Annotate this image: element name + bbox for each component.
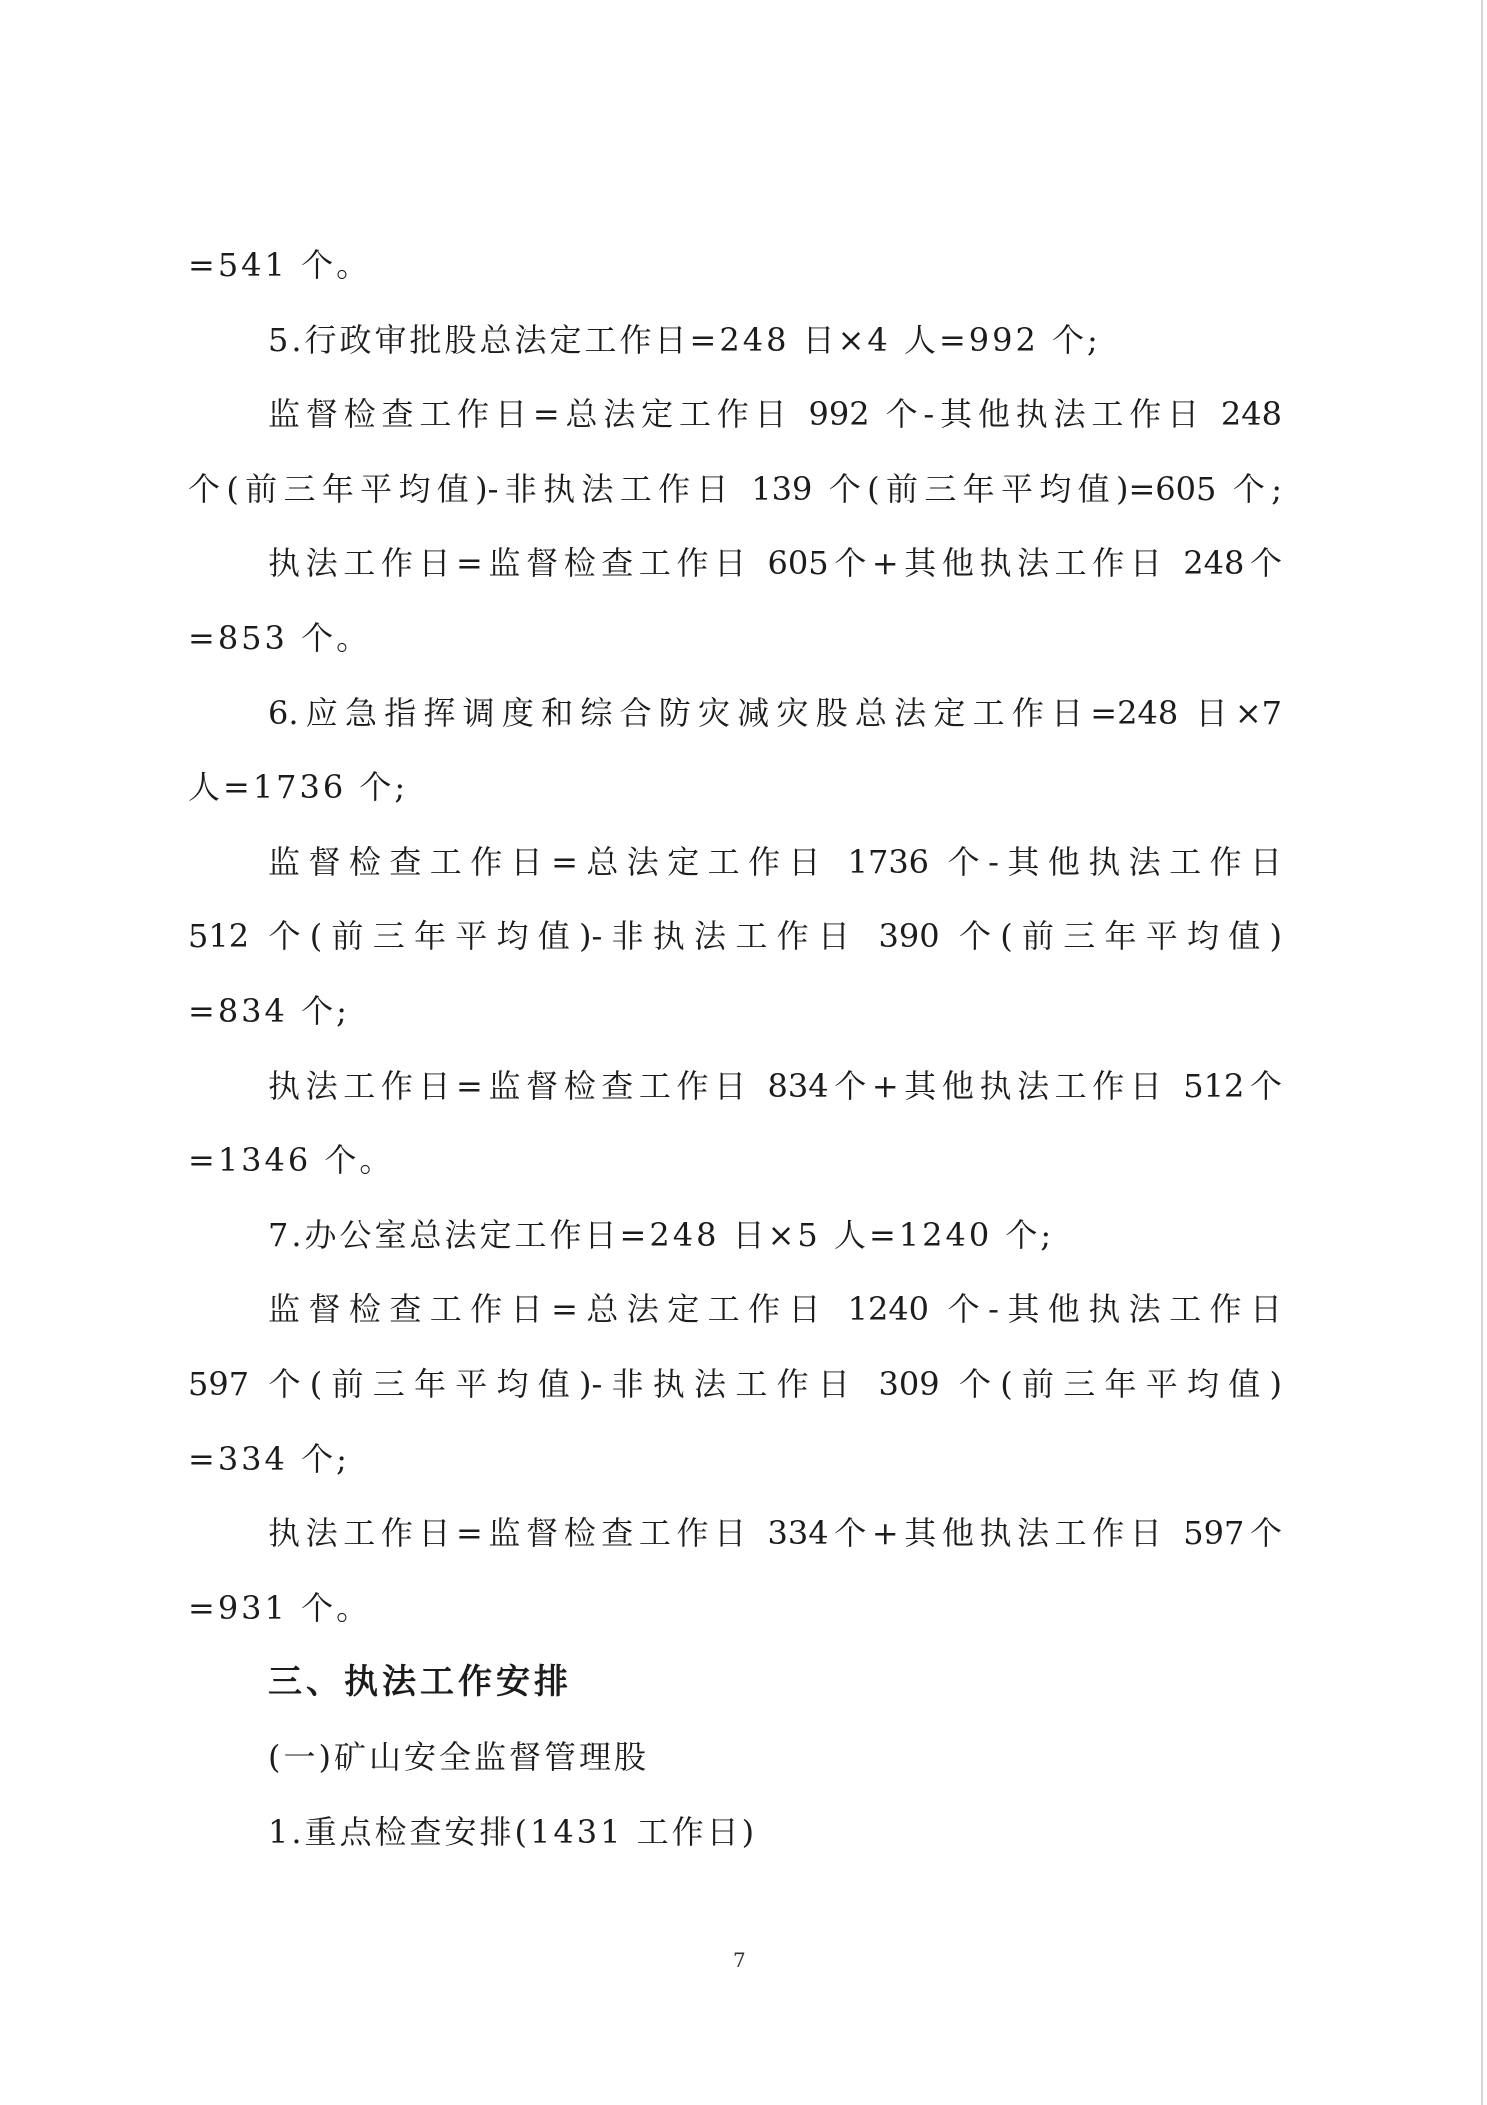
- paragraph-line: 人=1736 个;: [188, 768, 409, 806]
- paragraph-line: 个(前三年平均值)-非执法工作日 139 个(前三年平均值)=605 个;: [188, 470, 1282, 508]
- numbered-item: 1.重点检查安排(1431 工作日): [268, 1813, 758, 1851]
- paragraph-line: 监督检查工作日=总法定工作日 1736 个-其他执法工作日: [268, 843, 1282, 881]
- paragraph-line: =853 个。: [188, 619, 372, 657]
- section-heading: 三、执法工作安排: [268, 1662, 572, 1702]
- paragraph-line: =1346 个。: [188, 1141, 395, 1179]
- paragraph-line: 执法工作日=监督检查工作日 334个+其他执法工作日 597个: [268, 1514, 1282, 1552]
- paragraph-line: =541 个。: [188, 246, 372, 284]
- paragraph-line: 512 个(前三年平均值)-非执法工作日 390 个(前三年平均值): [188, 917, 1282, 955]
- page-number: 7: [733, 1948, 746, 1972]
- paragraph-line: 执法工作日=监督检查工作日 605个+其他执法工作日 248个: [268, 544, 1282, 582]
- paragraph-line: 监督检查工作日=总法定工作日 1240 个-其他执法工作日: [268, 1290, 1282, 1328]
- paragraph-line: 执法工作日=监督检查工作日 834个+其他执法工作日 512个: [268, 1067, 1282, 1105]
- paragraph-line: =931 个。: [188, 1589, 372, 1627]
- subsection-heading: (一)矿山安全监督管理股: [268, 1738, 649, 1776]
- paragraph-line: 5.行政审批股总法定工作日=248 日×4 人=992 个;: [268, 321, 1101, 359]
- paragraph-line: =834 个;: [188, 992, 350, 1030]
- paragraph-line: 7.办公室总法定工作日=248 日×5 人=1240 个;: [268, 1216, 1055, 1254]
- paragraph-line: 597 个(前三年平均值)-非执法工作日 309 个(前三年平均值): [188, 1365, 1282, 1403]
- paragraph-line: 监督检查工作日=总法定工作日 992 个-其他执法工作日 248: [268, 395, 1282, 433]
- paragraph-line: =334 个;: [188, 1440, 350, 1478]
- paragraph-line: 6.应急指挥调度和综合防灾减灾股总法定工作日=248 日×7: [268, 694, 1282, 732]
- scan-edge-line: [1481, 0, 1483, 2105]
